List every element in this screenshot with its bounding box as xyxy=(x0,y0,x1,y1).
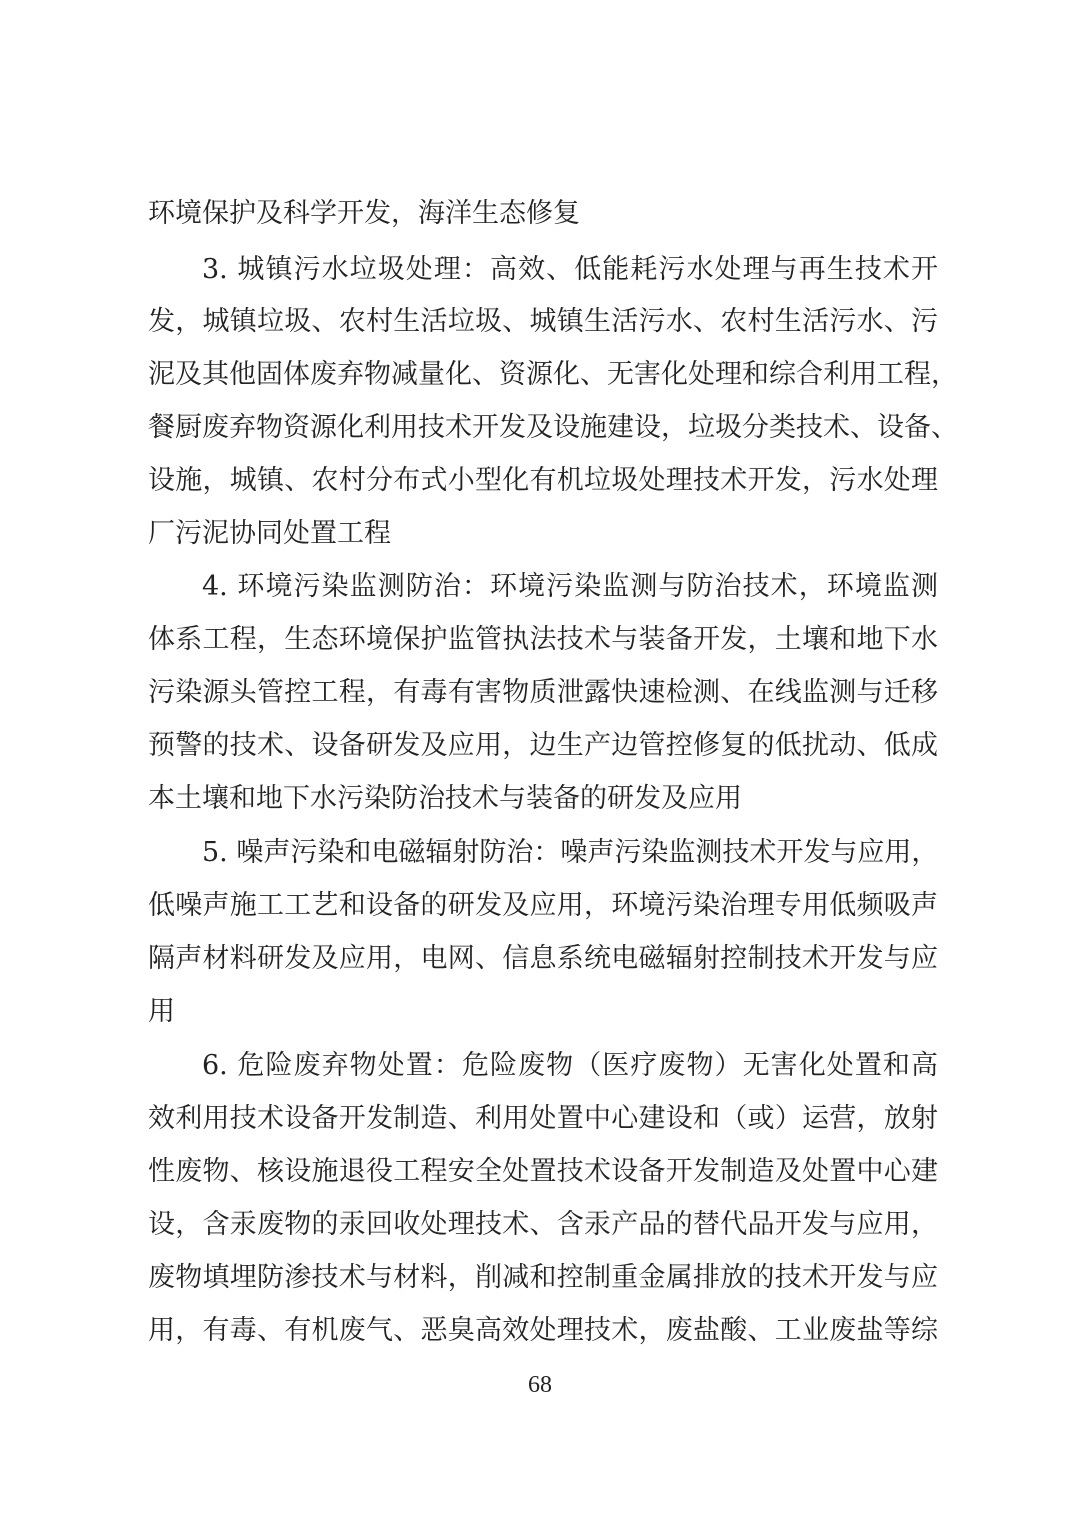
text-line: 废物填埋防渗技术与材料，削减和控制重金属排放的技术开发与应 xyxy=(148,1262,938,1293)
text-line: 6. 危险废弃物处置：危险废物（医疗废物）无害化处置和高 xyxy=(202,1050,938,1081)
text-line: 隔声材料研发及应用，电网、信息系统电磁辐射控制技术开发与应 xyxy=(148,943,938,974)
text-line: 5. 噪声污染和电磁辐射防治：噪声污染监测技术开发与应用， xyxy=(202,837,939,868)
page-number: 68 xyxy=(528,1372,552,1398)
text-line: 用，有毒、有机废气、恶臭高效处理技术，废盐酸、工业废盐等综 xyxy=(148,1315,938,1346)
text-line: 用 xyxy=(148,996,175,1027)
text-line: 3. 城镇污水垃圾处理：高效、低能耗污水处理与再生技术开 xyxy=(202,254,938,285)
text-line: 预警的技术、设备研发及应用，边生产边管控修复的低扰动、低成 xyxy=(148,730,938,761)
text-line: 4. 环境污染监测防治：环境污染监测与防治技术，环境监测 xyxy=(202,571,938,602)
text-line: 效利用技术设备开发制造、利用处置中心建设和（或）运营，放射 xyxy=(148,1103,938,1134)
text-line: 污染源头管控工程，有毒有害物质泄露快速检测、在线监测与迁移 xyxy=(148,677,938,708)
text-line: 餐厨废弃物资源化利用技术开发及设施建设，垃圾分类技术、设备、 xyxy=(148,412,958,443)
text-line: 厂污泥协同处置工程 xyxy=(148,518,391,549)
text-line: 环境保护及科学开发，海洋生态修复 xyxy=(148,198,580,229)
text-line: 泥及其他固体废弃物减量化、资源化、无害化处理和综合利用工程， xyxy=(148,359,958,390)
text-line: 设，含汞废物的汞回收处理技术、含汞产品的替代品开发与应用， xyxy=(148,1209,938,1240)
text-line: 性废物、核设施退役工程安全处置技术设备开发制造及处置中心建 xyxy=(148,1156,938,1187)
text-line: 设施，城镇、农村分布式小型化有机垃圾处理技术开发，污水处理 xyxy=(148,465,938,496)
text-line: 低噪声施工工艺和设备的研发及应用，环境污染治理专用低频吸声 xyxy=(148,890,938,921)
text-line: 体系工程，生态环境保护监管执法技术与装备开发，土壤和地下水 xyxy=(148,624,938,655)
text-line: 发，城镇垃圾、农村生活垃圾、城镇生活污水、农村生活污水、污 xyxy=(148,306,938,337)
text-line: 本土壤和地下水污染防治技术与装备的研发及应用 xyxy=(148,783,742,814)
